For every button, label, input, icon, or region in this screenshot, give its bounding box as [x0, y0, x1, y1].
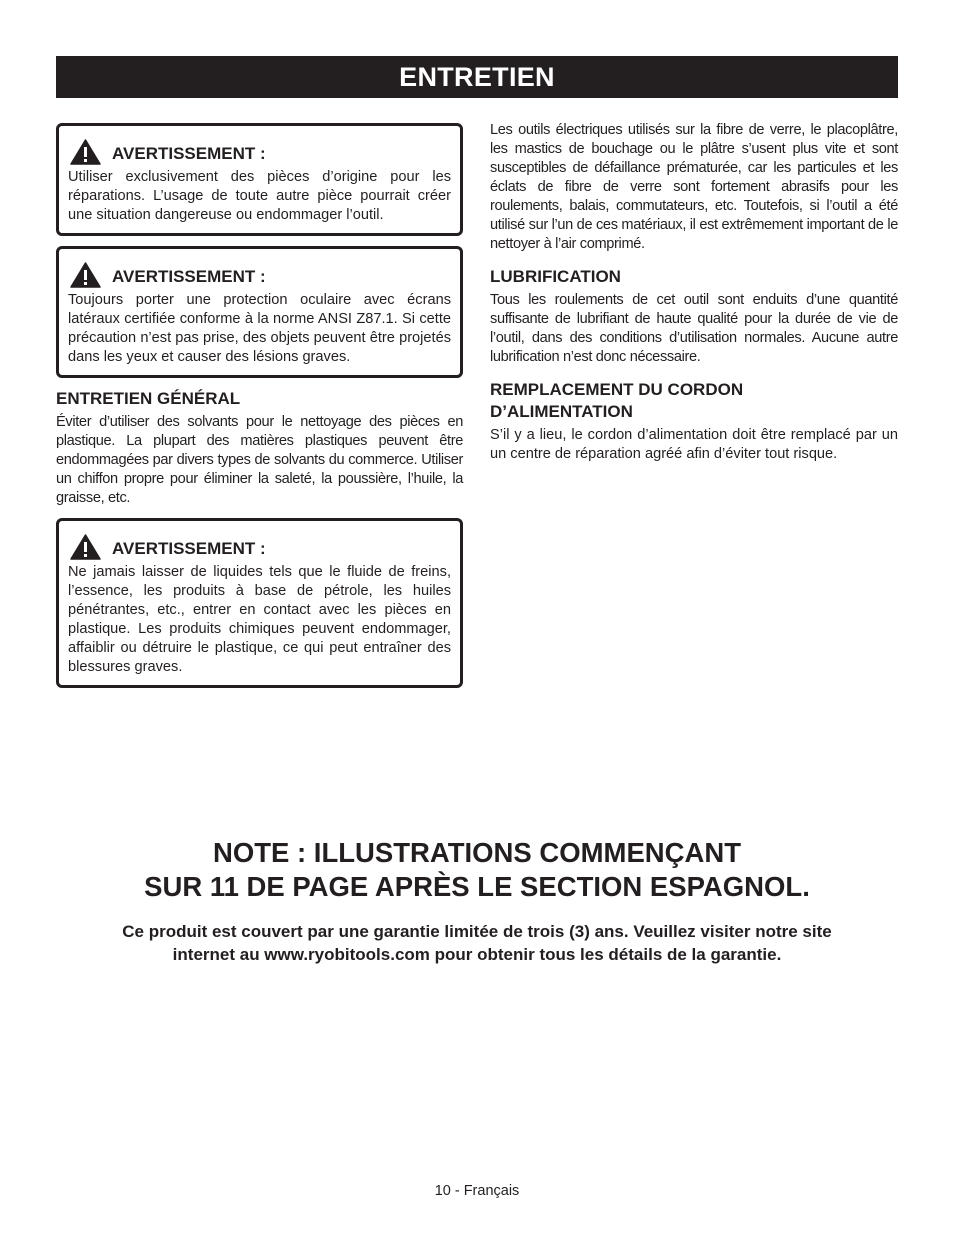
- right-column: [490, 121, 898, 464]
- warning-title: AVERTISSEMENT :: [112, 539, 266, 558]
- warning-triangle-icon: [70, 534, 101, 560]
- warning-text: Toujours porter une protection oculaire avec écrans latéraux certifiée conforme à la norme ANSI Z87.1. Si cette précaution n’est pas prise, des objets peuvent être projetés dans les yeux et causer des lésions graves.: [68, 292, 451, 365]
- warranty-line1: Ce produit est couvert par une garantie limitée de trois (3) ans. Veuillez visiter notre site: [122, 922, 832, 941]
- warranty-line2: internet au www.ryobitools.com pour obtenir tous les détails de la garantie.: [172, 945, 782, 964]
- warning-text: Ne jamais laisser de liquides tels que le fluide de freins, l’essence, les produits à base de pétrole, les huiles pénétrantes, etc., entrer en contact avec les pièces en plastique. Les produits chimiques peuvent endommager, affaiblir ou détruire le plastique, ce qui peut entraîner des blessures graves.: [68, 564, 451, 675]
- cordon-heading-line1: REMPLACEMENT DU CORDON: [490, 380, 744, 399]
- warning-header: [68, 139, 451, 165]
- warning-box-liquids: [56, 518, 463, 688]
- illustrations-note-line2: SUR 11 DE PAGE APRÈS LE SECTION ESPAGNOL.: [144, 871, 810, 902]
- warning-box-eye-protection: [56, 246, 463, 378]
- warning-title: AVERTISSEMENT :: [112, 144, 266, 163]
- lubrification-heading: LUBRIFICATION: [490, 267, 621, 286]
- fibre-de-verre-text: Les outils électriques utilisés sur la fibre de verre, le placoplâtre, les mastics de bouchage ou le plâtre s’usent plus vite et sont susceptibles de défaillance prématurée, car les particules et les éclats de fibre de verre sont fortement abrasifs pour les roulements, balais, commutateurs, etc. Toutefois, si l’outil a été utilisé sur l’un de ces matériaux, il est extrêmement important de le nettoyer à l’air comprimé.: [490, 122, 898, 252]
- page-footer: [56, 1182, 898, 1200]
- illustrations-note: [56, 836, 898, 904]
- warning-triangle-icon: [70, 262, 101, 288]
- cordon-section: [490, 379, 898, 464]
- section-title: ENTRETIEN: [399, 62, 555, 92]
- illustrations-note-line1: NOTE : ILLUSTRATIONS COMMENÇANT: [212, 837, 742, 868]
- warning-title: AVERTISSEMENT :: [112, 267, 266, 286]
- lubrification-section: [490, 266, 898, 367]
- warning-header: [68, 262, 451, 288]
- entretien-general-text: Éviter d’utiliser des solvants pour le nettoyage des pièces en plastique. La plupart des matières plastiques peuvent être endommagées par divers types de solvants du commerce. Utiliser un chiffon propre pour éliminer la saleté, la poussière, l’huile, la graisse, etc.: [56, 414, 463, 506]
- warning-header: [68, 534, 451, 560]
- warning-box-original-parts: [56, 123, 463, 236]
- section-title-banner: [56, 56, 898, 98]
- lubrification-text: Tous les roulements de cet outil sont enduits d’une quantité suffisante de lubrifiant de haute qualité pour la durée de vie de l’outil, dans des conditions d’utilisation normales. Aucune autre lubrification n’est donc nécessaire.: [490, 292, 898, 365]
- cordon-heading-line2: D’ALIMENTATION: [490, 402, 633, 421]
- left-column: [56, 123, 463, 698]
- cordon-text: S’il y a lieu, le cordon d’alimentation doit être remplacé par un un centre de réparation agréé afin d’éviter tout risque.: [490, 427, 898, 462]
- entretien-general-heading: ENTRETIEN GÉNÉRAL: [56, 389, 241, 408]
- warranty-notice: [56, 920, 898, 966]
- entretien-general-section: [56, 388, 463, 508]
- page-number: 10 - Français: [434, 1183, 520, 1199]
- warning-triangle-icon: [70, 139, 101, 165]
- warning-text: Utiliser exclusivement des pièces d’origine pour les réparations. L’usage de toute autre pièce pourrait créer une situation dangereuse ou endommager l’outil.: [68, 169, 451, 223]
